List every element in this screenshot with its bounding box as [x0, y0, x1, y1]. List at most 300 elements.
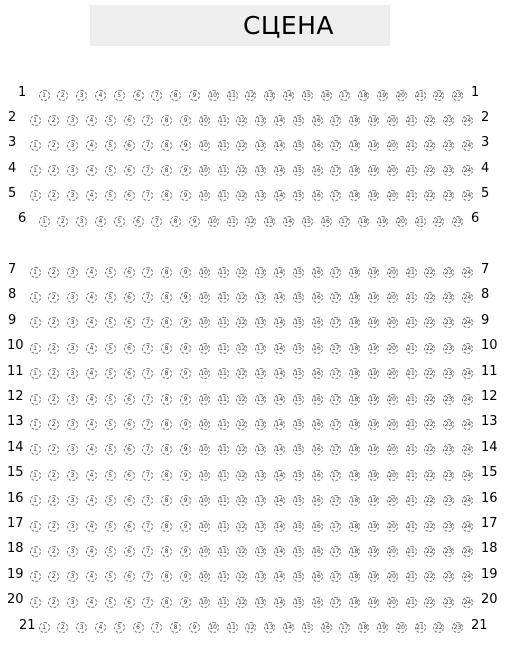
seat[interactable]: 4	[86, 571, 97, 582]
seat[interactable]: 17	[331, 319, 340, 327]
seat[interactable]: 23	[444, 547, 453, 555]
seat[interactable]: 12	[237, 395, 246, 403]
seat[interactable]: 14	[284, 624, 293, 632]
seat[interactable]: 14	[275, 522, 284, 530]
seat[interactable]: 2	[48, 343, 59, 354]
seat[interactable]: 21	[416, 91, 424, 99]
seat[interactable]: 19	[369, 293, 378, 301]
seat[interactable]: 21	[407, 497, 415, 505]
seat[interactable]: 11	[228, 217, 236, 225]
seat[interactable]: 10	[200, 370, 208, 378]
seat[interactable]: 7	[142, 368, 153, 379]
seat[interactable]: 20	[388, 116, 396, 124]
seat[interactable]: 7	[142, 444, 153, 455]
seat[interactable]: 24	[463, 293, 472, 301]
seat[interactable]: 14	[275, 141, 284, 149]
seat[interactable]: 20	[388, 446, 396, 454]
seat[interactable]: 12	[237, 370, 246, 378]
seat[interactable]: 1	[30, 597, 41, 608]
seat[interactable]: 24	[463, 319, 472, 327]
seat[interactable]: 18	[350, 268, 359, 276]
seat[interactable]: 23	[444, 344, 453, 352]
seat[interactable]: 12	[237, 116, 246, 124]
seat[interactable]: 17	[331, 268, 340, 276]
seat[interactable]: 5	[114, 216, 125, 227]
seat[interactable]: 16	[313, 547, 321, 555]
seat[interactable]: 22	[425, 598, 434, 606]
seat[interactable]: 6	[124, 317, 135, 328]
seat[interactable]: 17	[340, 624, 349, 632]
seat[interactable]: 23	[444, 446, 453, 454]
seat[interactable]: 9	[180, 343, 191, 354]
seat[interactable]: 1	[30, 368, 41, 379]
seat[interactable]: 9	[180, 444, 191, 455]
seat[interactable]: 18	[350, 192, 359, 200]
seat[interactable]: 19	[369, 167, 378, 175]
seat[interactable]: 8	[161, 546, 172, 557]
seat[interactable]: 24	[463, 167, 472, 175]
seat[interactable]: 6	[124, 521, 135, 532]
seat[interactable]: 14	[275, 293, 284, 301]
seat[interactable]: 20	[388, 497, 396, 505]
seat[interactable]: 3	[76, 216, 87, 227]
seat[interactable]: 4	[86, 368, 97, 379]
seat[interactable]: 23	[444, 167, 453, 175]
seat[interactable]: 1	[30, 115, 41, 126]
seat[interactable]: 8	[161, 521, 172, 532]
seat[interactable]: 4	[86, 165, 97, 176]
seat[interactable]: 6	[124, 597, 135, 608]
seat[interactable]: 4	[86, 495, 97, 506]
seat[interactable]: 24	[463, 268, 472, 276]
seat[interactable]: 18	[350, 420, 359, 428]
seat[interactable]: 14	[284, 91, 293, 99]
seat[interactable]: 4	[86, 292, 97, 303]
seat[interactable]: 18	[350, 446, 359, 454]
seat[interactable]: 10	[209, 624, 217, 632]
seat[interactable]: 2	[48, 419, 59, 430]
seat[interactable]: 1	[30, 267, 41, 278]
seat[interactable]: 9	[189, 216, 200, 227]
seat[interactable]: 3	[67, 546, 78, 557]
seat[interactable]: 22	[425, 497, 434, 505]
seat[interactable]: 6	[124, 495, 135, 506]
seat[interactable]: 10	[200, 395, 208, 403]
seat[interactable]: 6	[133, 216, 144, 227]
seat[interactable]: 14	[275, 344, 284, 352]
seat[interactable]: 19	[369, 370, 378, 378]
seat[interactable]: 6	[124, 140, 135, 151]
seat[interactable]: 14	[275, 370, 284, 378]
seat[interactable]: 1	[39, 216, 50, 227]
seat[interactable]: 3	[67, 343, 78, 354]
seat[interactable]: 12	[246, 217, 255, 225]
seat[interactable]: 11	[219, 141, 227, 149]
seat[interactable]: 15	[294, 370, 302, 378]
seat[interactable]: 10	[200, 141, 208, 149]
seat[interactable]: 14	[275, 192, 284, 200]
seat[interactable]: 7	[142, 394, 153, 405]
seat[interactable]: 7	[142, 115, 153, 126]
seat[interactable]: 12	[237, 268, 246, 276]
seat[interactable]: 2	[57, 622, 68, 633]
seat[interactable]: 20	[397, 91, 405, 99]
seat[interactable]: 3	[67, 495, 78, 506]
seat[interactable]: 20	[388, 319, 396, 327]
seat[interactable]: 20	[388, 522, 396, 530]
seat[interactable]: 9	[180, 419, 191, 430]
seat[interactable]: 16	[313, 268, 321, 276]
seat[interactable]: 6	[124, 444, 135, 455]
seat[interactable]: 23	[453, 217, 462, 225]
seat[interactable]: 14	[275, 446, 284, 454]
seat[interactable]: 13	[256, 370, 265, 378]
seat[interactable]: 12	[237, 167, 246, 175]
seat[interactable]: 6	[124, 190, 135, 201]
seat[interactable]: 20	[388, 471, 396, 479]
seat[interactable]: 8	[161, 597, 172, 608]
seat[interactable]: 20	[388, 167, 396, 175]
seat[interactable]: 6	[124, 115, 135, 126]
seat[interactable]: 10	[200, 167, 208, 175]
seat[interactable]: 12	[237, 420, 246, 428]
seat[interactable]: 17	[331, 547, 340, 555]
seat[interactable]: 16	[313, 598, 321, 606]
seat[interactable]: 4	[86, 267, 97, 278]
seat[interactable]: 23	[444, 141, 453, 149]
seat[interactable]: 23	[453, 624, 462, 632]
seat[interactable]: 11	[219, 268, 227, 276]
seat[interactable]: 1	[39, 622, 50, 633]
seat[interactable]: 15	[294, 420, 302, 428]
seat[interactable]: 2	[48, 521, 59, 532]
seat[interactable]: 12	[237, 471, 246, 479]
seat[interactable]: 12	[237, 547, 246, 555]
seat[interactable]: 16	[313, 116, 321, 124]
seat[interactable]: 7	[142, 546, 153, 557]
seat[interactable]: 13	[256, 573, 265, 581]
seat[interactable]: 6	[124, 394, 135, 405]
seat[interactable]: 6	[124, 165, 135, 176]
seat[interactable]: 21	[407, 370, 415, 378]
seat[interactable]: 12	[237, 319, 246, 327]
seat[interactable]: 3	[76, 90, 87, 101]
seat[interactable]: 2	[48, 317, 59, 328]
seat[interactable]: 8	[161, 394, 172, 405]
seat[interactable]: 1	[30, 394, 41, 405]
seat[interactable]: 10	[200, 344, 208, 352]
seat[interactable]: 7	[142, 470, 153, 481]
seat[interactable]: 11	[219, 293, 227, 301]
seat[interactable]: 16	[313, 370, 321, 378]
seat[interactable]: 9	[189, 90, 200, 101]
seat[interactable]: 5	[105, 495, 116, 506]
seat[interactable]: 9	[180, 368, 191, 379]
seat[interactable]: 14	[275, 547, 284, 555]
seat[interactable]: 8	[161, 190, 172, 201]
seat[interactable]: 11	[219, 344, 227, 352]
seat[interactable]: 18	[350, 471, 359, 479]
seat[interactable]: 13	[256, 116, 265, 124]
seat[interactable]: 4	[95, 90, 106, 101]
seat[interactable]: 23	[444, 471, 453, 479]
seat[interactable]: 4	[86, 343, 97, 354]
seat[interactable]: 2	[48, 597, 59, 608]
seat[interactable]: 14	[275, 497, 284, 505]
seat[interactable]: 4	[86, 444, 97, 455]
seat[interactable]: 7	[142, 317, 153, 328]
seat[interactable]: 3	[67, 267, 78, 278]
seat[interactable]: 24	[463, 573, 472, 581]
seat[interactable]: 20	[397, 624, 405, 632]
seat[interactable]: 18	[350, 141, 359, 149]
seat[interactable]: 6	[133, 622, 144, 633]
seat[interactable]: 22	[425, 471, 434, 479]
seat[interactable]: 11	[219, 598, 227, 606]
seat[interactable]: 20	[388, 370, 396, 378]
seat[interactable]: 13	[256, 547, 265, 555]
seat[interactable]: 1	[30, 546, 41, 557]
seat[interactable]: 9	[180, 571, 191, 582]
seat[interactable]: 8	[170, 216, 181, 227]
seat[interactable]: 17	[331, 167, 340, 175]
seat[interactable]: 4	[86, 521, 97, 532]
seat[interactable]: 10	[200, 573, 208, 581]
seat[interactable]: 19	[369, 522, 378, 530]
seat[interactable]: 15	[294, 547, 302, 555]
seat[interactable]: 24	[463, 344, 472, 352]
seat[interactable]: 19	[369, 598, 378, 606]
seat[interactable]: 9	[180, 521, 191, 532]
seat[interactable]: 5	[105, 317, 116, 328]
seat[interactable]: 19	[369, 116, 378, 124]
seat[interactable]: 3	[67, 597, 78, 608]
seat[interactable]: 14	[275, 471, 284, 479]
seat[interactable]: 10	[200, 293, 208, 301]
seat[interactable]: 8	[161, 292, 172, 303]
seat[interactable]: 18	[350, 547, 359, 555]
seat[interactable]: 19	[369, 573, 378, 581]
seat[interactable]: 19	[369, 395, 378, 403]
seat[interactable]: 10	[200, 268, 208, 276]
seat[interactable]: 13	[256, 293, 265, 301]
seat[interactable]: 8	[161, 317, 172, 328]
seat[interactable]: 22	[434, 91, 443, 99]
seat[interactable]: 21	[407, 598, 415, 606]
seat[interactable]: 5	[114, 622, 125, 633]
seat[interactable]: 21	[407, 319, 415, 327]
seat[interactable]: 11	[228, 624, 236, 632]
seat[interactable]: 4	[86, 546, 97, 557]
seat[interactable]: 23	[444, 598, 453, 606]
seat[interactable]: 16	[313, 141, 321, 149]
seat[interactable]: 9	[180, 115, 191, 126]
seat[interactable]: 21	[407, 268, 415, 276]
seat[interactable]: 9	[180, 292, 191, 303]
seat[interactable]: 3	[67, 521, 78, 532]
seat[interactable]: 24	[463, 116, 472, 124]
seat[interactable]: 20	[388, 344, 396, 352]
seat[interactable]: 2	[48, 165, 59, 176]
seat[interactable]: 23	[444, 192, 453, 200]
seat[interactable]: 19	[378, 624, 387, 632]
seat[interactable]: 20	[388, 573, 396, 581]
seat[interactable]: 23	[444, 116, 453, 124]
seat[interactable]: 4	[95, 622, 106, 633]
seat[interactable]: 20	[388, 268, 396, 276]
seat[interactable]: 19	[369, 268, 378, 276]
seat[interactable]: 11	[219, 192, 227, 200]
seat[interactable]: 3	[67, 190, 78, 201]
seat[interactable]: 7	[142, 190, 153, 201]
seat[interactable]: 23	[444, 395, 453, 403]
seat[interactable]: 8	[161, 470, 172, 481]
seat[interactable]: 5	[105, 140, 116, 151]
seat[interactable]: 2	[57, 90, 68, 101]
seat[interactable]: 13	[256, 344, 265, 352]
seat[interactable]: 16	[313, 395, 321, 403]
seat[interactable]: 15	[294, 192, 302, 200]
seat[interactable]: 18	[350, 319, 359, 327]
seat[interactable]: 8	[161, 495, 172, 506]
seat[interactable]: 10	[200, 547, 208, 555]
seat[interactable]: 4	[86, 115, 97, 126]
seat[interactable]: 13	[256, 446, 265, 454]
seat[interactable]: 24	[463, 471, 472, 479]
seat[interactable]: 24	[463, 370, 472, 378]
seat[interactable]: 12	[237, 497, 246, 505]
seat[interactable]: 2	[48, 190, 59, 201]
seat[interactable]: 24	[463, 192, 472, 200]
seat[interactable]: 5	[105, 165, 116, 176]
seat[interactable]: 19	[369, 344, 378, 352]
seat[interactable]: 14	[275, 573, 284, 581]
seat[interactable]: 17	[340, 217, 349, 225]
seat[interactable]: 18	[350, 522, 359, 530]
seat[interactable]: 19	[369, 319, 378, 327]
seat[interactable]: 24	[463, 141, 472, 149]
seat[interactable]: 6	[124, 571, 135, 582]
seat[interactable]: 10	[200, 598, 208, 606]
seat[interactable]: 5	[105, 394, 116, 405]
seat[interactable]: 24	[463, 395, 472, 403]
seat[interactable]: 10	[200, 192, 208, 200]
seat[interactable]: 1	[30, 165, 41, 176]
seat[interactable]: 19	[378, 91, 387, 99]
seat[interactable]: 14	[284, 217, 293, 225]
seat[interactable]: 16	[322, 91, 330, 99]
seat[interactable]: 6	[124, 368, 135, 379]
seat[interactable]: 12	[237, 192, 246, 200]
seat[interactable]: 10	[200, 420, 208, 428]
seat[interactable]: 24	[463, 497, 472, 505]
seat[interactable]: 10	[200, 319, 208, 327]
seat[interactable]: 5	[105, 267, 116, 278]
seat[interactable]: 4	[86, 394, 97, 405]
seat[interactable]: 11	[219, 471, 227, 479]
seat[interactable]: 24	[463, 420, 472, 428]
seat[interactable]: 21	[407, 446, 415, 454]
seat[interactable]: 6	[124, 470, 135, 481]
seat[interactable]: 11	[219, 420, 227, 428]
seat[interactable]: 10	[200, 116, 208, 124]
seat[interactable]: 2	[57, 216, 68, 227]
seat[interactable]: 15	[294, 268, 302, 276]
seat[interactable]: 21	[407, 192, 415, 200]
seat[interactable]: 4	[86, 470, 97, 481]
seat[interactable]: 20	[388, 420, 396, 428]
seat[interactable]: 15	[294, 141, 302, 149]
seat[interactable]: 17	[331, 192, 340, 200]
seat[interactable]: 6	[124, 267, 135, 278]
seat[interactable]: 1	[30, 571, 41, 582]
seat[interactable]: 14	[275, 420, 284, 428]
seat[interactable]: 5	[105, 368, 116, 379]
seat[interactable]: 3	[67, 368, 78, 379]
seat[interactable]: 10	[200, 446, 208, 454]
seat[interactable]: 12	[237, 573, 246, 581]
seat[interactable]: 10	[200, 497, 208, 505]
seat[interactable]: 20	[388, 192, 396, 200]
seat[interactable]: 15	[303, 217, 311, 225]
seat[interactable]: 21	[407, 547, 415, 555]
seat[interactable]: 24	[463, 522, 472, 530]
seat[interactable]: 2	[48, 470, 59, 481]
seat[interactable]: 22	[425, 446, 434, 454]
seat[interactable]: 16	[313, 573, 321, 581]
seat[interactable]: 22	[425, 116, 434, 124]
seat[interactable]: 16	[313, 192, 321, 200]
seat[interactable]: 7	[142, 521, 153, 532]
seat[interactable]: 2	[48, 267, 59, 278]
seat[interactable]: 7	[142, 292, 153, 303]
seat[interactable]: 14	[275, 395, 284, 403]
seat[interactable]: 20	[397, 217, 405, 225]
seat[interactable]: 8	[170, 90, 181, 101]
seat[interactable]: 24	[463, 547, 472, 555]
seat[interactable]: 9	[180, 546, 191, 557]
seat[interactable]: 17	[331, 141, 340, 149]
seat[interactable]: 21	[407, 116, 415, 124]
seat[interactable]: 3	[67, 444, 78, 455]
seat[interactable]: 6	[133, 90, 144, 101]
seat[interactable]: 5	[105, 444, 116, 455]
seat[interactable]: 15	[303, 91, 311, 99]
seat[interactable]: 13	[256, 167, 265, 175]
seat[interactable]: 9	[180, 495, 191, 506]
seat[interactable]: 5	[105, 571, 116, 582]
seat[interactable]: 12	[237, 344, 246, 352]
seat[interactable]: 15	[294, 497, 302, 505]
seat[interactable]: 12	[237, 522, 246, 530]
seat[interactable]: 24	[463, 598, 472, 606]
seat[interactable]: 17	[331, 293, 340, 301]
seat[interactable]: 2	[48, 546, 59, 557]
seat[interactable]: 13	[256, 598, 265, 606]
seat[interactable]: 12	[237, 293, 246, 301]
seat[interactable]: 23	[444, 497, 453, 505]
seat[interactable]: 4	[86, 597, 97, 608]
seat[interactable]: 13	[256, 471, 265, 479]
seat[interactable]: 14	[275, 598, 284, 606]
seat[interactable]: 2	[48, 495, 59, 506]
seat[interactable]: 3	[67, 140, 78, 151]
seat[interactable]: 16	[313, 446, 321, 454]
seat[interactable]: 13	[265, 217, 274, 225]
seat[interactable]: 7	[142, 495, 153, 506]
seat[interactable]: 17	[331, 344, 340, 352]
seat[interactable]: 15	[294, 344, 302, 352]
